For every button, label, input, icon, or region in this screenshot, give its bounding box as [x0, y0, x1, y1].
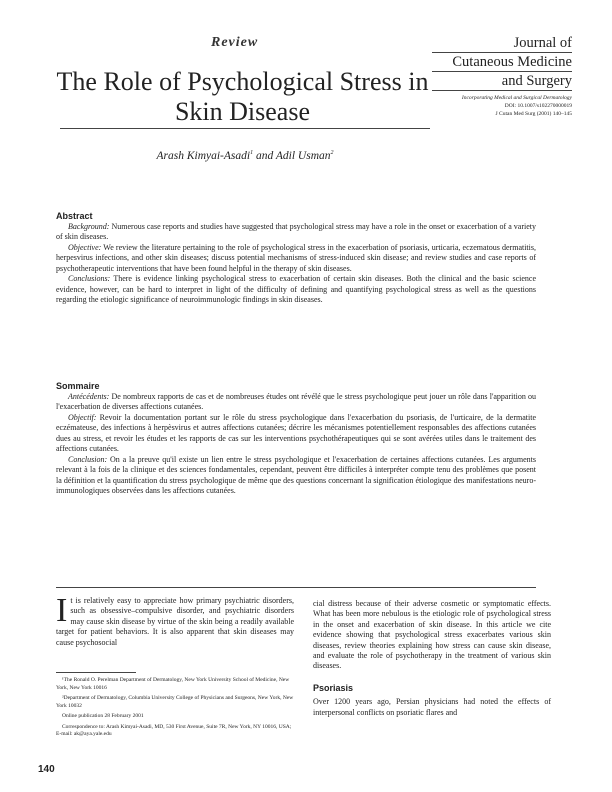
authors [60, 150, 430, 162]
sommaire-heading: Sommaire [56, 381, 100, 391]
sommaire-antecedents-label: Antécédents: [68, 391, 110, 401]
footnote-online: Online publication 28 February 2001 [62, 713, 144, 719]
author-2: and Adil Usman [253, 150, 331, 162]
journal-doi: DOI: 10.1007/s102270000019 [504, 103, 572, 109]
footnote-rule [56, 672, 136, 673]
abstract [56, 211, 536, 306]
sommaire-conclusion-text: On a la preuve qu'il existe un lien entre le stress psychologique et l'exacerbation de certaines affections cutanées. Les arguments relevant à la fois de la clinique et des sciences fondamentales, cependant, peuvent être difficiles à interpréter compte tenu des problèmes que posent la définition et la quantification du stress psychologique de même que des questions concernant la signification étiologique des manifestations neuro-immunologiques observées dans les affections cutanées. [56, 454, 536, 495]
abstract-background-text: Numerous case reports and studies have suggested that psychological stress may have a role in the onset or exacerbation of a variety of skin diseases. [56, 221, 536, 241]
psoriasis-paragraph: Over 1200 years ago, Persian physicians had noted the effects of interpersonal conflicts on psoriatic flares and [313, 697, 551, 717]
journal-name-line3: and Surgery [501, 73, 572, 89]
journal-name-line2: Cutaneous Medicine [452, 54, 572, 70]
journal-masthead [432, 34, 572, 118]
author-1: Arash Kimyai-Asadi [156, 150, 251, 162]
intro-text: t is relatively easy to appreciate how primary psychiatric disorders, such as obsessive–compulsive disorder, and psychiatric disorders may cause skin disease by virtue of the skin being a readily available target for patient behaviors. It is also apparent that skin diseases may cause psychosocial [56, 596, 294, 647]
abstract-conclusions-text: There is evidence linking psychological stress to exacerbation of certain skin diseases. Both the clinical and the basic science evidence, however, can be hard to interpret in light of the difficulty of defining and quantifying psychological stress as well as the questions regarding the etiologic significance of neuroimmunologic findings in skin diseases. [56, 274, 536, 304]
journal-name-line1: Journal of [513, 35, 572, 51]
abstract-objective-text: We review the literature pertaining to the role of psychological stress in the exacerbation of psoriasis, urticaria, eczematous dermatitis, herpesvirus infections, and other skin diseases; discuss potential mechanisms of stress-induced skin disease; and review studies and case reports of psychotherapeutic interventions that have been found helpful in the therapy of skin diseases. [56, 242, 536, 273]
abstract-background-label: Background: [68, 221, 110, 231]
sommaire-objectif [56, 413, 536, 455]
abstract-background [56, 222, 536, 243]
sommaire-antecedents [56, 392, 536, 413]
author-2-affiliation: 2 [330, 150, 334, 157]
abstract-conclusions [56, 274, 536, 306]
body-right-column [313, 599, 551, 718]
psoriasis-heading: Psoriasis [313, 682, 354, 693]
sommaire-conclusion [56, 455, 536, 497]
body-left-column [56, 592, 294, 648]
sommaire-objectif-text: Revoir la documentation portant sur le rôle du stress psychologique dans l'exacerbation du psoriasis, de l'urticaire, de la dermatite eczémateuse, des infections à herpèsvirus et autres affections cutanées; décrire les mécanismes potentiellement responsables des affections cutanées dues au stress, et revoir les études et les rapports de cas sur les interventions psychothérapeutiques qui se sont avérées utiles dans le traitement des affections cutanées. [56, 412, 536, 453]
abstract-objective [56, 243, 536, 275]
footnote-affiliation-2: ²Department of Dermatology, Columbia University College of Physicians and Surgeons, New York, New York 10032 [56, 695, 294, 709]
abstract-heading: Abstract [56, 211, 93, 221]
title-rule [60, 128, 430, 129]
sommaire-objectif-label: Objectif: [68, 412, 97, 422]
footnote-correspondence: Correspondence to: Arash Kimyai-Asadi, MD, 530 First Avenue, Suite 7R, New York, NY 10016, USA; E-mail: ak@aya.yale.edu [56, 723, 292, 737]
footnotes [56, 677, 294, 742]
sommaire-conclusion-label: Conclusion: [68, 454, 108, 464]
sommaire-antecedents-text: De nombreux rapports de cas et de nombreuses études ont révélé que le stress psychologique peut jouer un rôle dans l'apparition ou l'exacerbation de diverses affections cutanées. [56, 391, 536, 411]
author-1-affiliation: 1 [250, 150, 254, 157]
abstract-objective-label: Objective: [68, 242, 102, 252]
journal-rule-3 [432, 90, 572, 91]
section-label: Review [211, 35, 259, 50]
article-title: The Role of Psychological Stress in Skin Disease [56, 67, 429, 126]
intro-dropcap: I [56, 592, 68, 629]
intro-continued: cial distress because of their adverse cosmetic or symptomatic effects. What has been more nebulous is the etiologic role of psychological stress in the onset and exacerbation of skin disease. In this article we cite evidence showing that psychological stress exacerbates various skin diseases, review theories explaining how stress can cause skin disease, and evaluate the role of psychotherapy in the treatment of various skin diseases. [313, 599, 551, 671]
journal-subtitle: Incorporating Medical and Surgical Dermatology [461, 95, 572, 101]
abstract-rule [56, 587, 536, 588]
intro-paragraph [56, 592, 294, 648]
abstract-conclusions-label: Conclusions: [68, 274, 111, 283]
footnote-affiliation-1: ¹The Ronald O. Perelman Department of Dermatology, New York University School of Medicine, New York, New York 10016 [56, 677, 290, 691]
sommaire [56, 381, 536, 497]
journal-citation: J Cutan Med Surg (2001) 140–145 [495, 111, 572, 117]
page-number: 140 [38, 764, 55, 775]
